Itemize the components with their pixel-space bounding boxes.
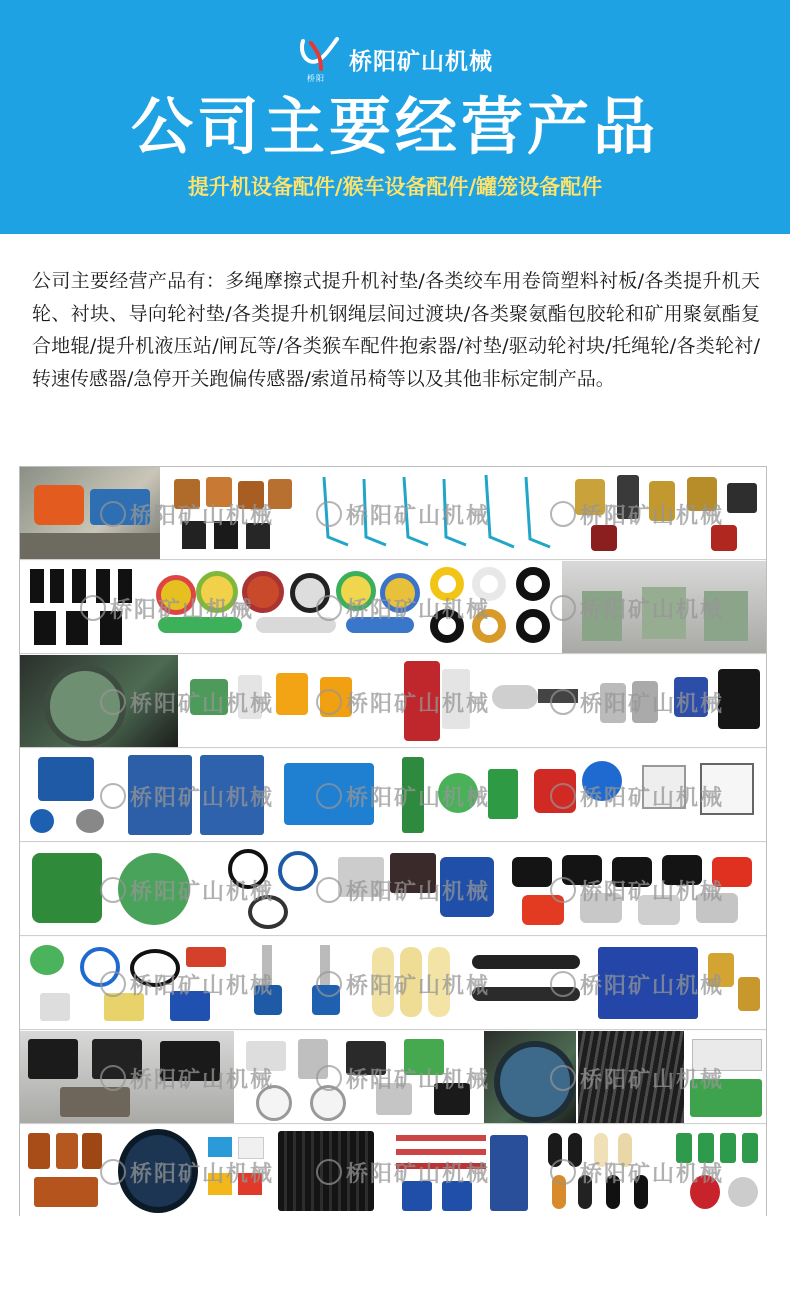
deviation-sensors-photo [628, 749, 766, 841]
brown-friction-blocks-photo [20, 1125, 110, 1217]
speed-sensors-photo [180, 655, 386, 747]
black-cabinet-photo [274, 1125, 384, 1217]
hoist-and-chairlift-row [20, 467, 766, 560]
switch-and-hydraulic-row [20, 937, 766, 1030]
controller-and-motor-photo [330, 843, 500, 935]
wheel-liner-row [20, 561, 766, 654]
watermark: 桥阳矿山机械 [316, 1065, 490, 1091]
alarm-devices-photo [526, 749, 626, 841]
hydraulic-brake-thruster-photo [386, 655, 480, 747]
brand-logo-icon [297, 35, 343, 83]
hydraulic-station-photo [588, 937, 766, 1029]
page-title: 公司主要经营产品 [130, 90, 659, 163]
control-panel-box-photo [272, 749, 392, 841]
ground-rollers-photo [466, 937, 586, 1029]
brand [0, 34, 790, 84]
polyurethane-rings-photo [422, 561, 560, 653]
cables-and-switches-photo [20, 937, 240, 1029]
control-box-row [20, 749, 766, 842]
watermark: 桥阳矿山机械 [550, 877, 724, 903]
hoist-motor-photo [20, 467, 160, 559]
green-liner-plates-photo [686, 1031, 766, 1123]
liner-blocks-photo [162, 467, 302, 559]
chairlift-chairs-photo [304, 467, 559, 559]
pulley-wheels-photo [148, 561, 420, 653]
watermark: 桥阳矿山机械 [550, 689, 724, 715]
watermark: 桥阳矿山机械 [100, 1159, 274, 1185]
watermark: 桥阳矿山机械 [100, 689, 274, 715]
block-and-clamp-row [20, 1125, 766, 1217]
green-drive-wheels-photo [20, 843, 216, 935]
pulley-and-liner-block-row [20, 843, 766, 936]
seal-rings-photo [218, 843, 328, 935]
watermark: 桥阳矿山机械 [100, 971, 274, 997]
rope-grip-clamps-photo [561, 467, 766, 559]
drive-pulley-and-blocks-photo [112, 1125, 272, 1217]
solenoid-valves-photo [20, 1031, 234, 1123]
hoist-brake-photo [20, 655, 178, 747]
watermark: 桥阳矿山机械 [550, 783, 724, 809]
watermark: 桥阳矿山机械 [550, 971, 724, 997]
watermark: 桥阳矿山机械 [316, 971, 490, 997]
cylinder-sensor-photo [482, 655, 592, 747]
limit-switches-photo [594, 655, 766, 747]
wire-rope-drum-photo [578, 1031, 684, 1123]
page-subtitle: 提升机设备配件/猴车设备配件/罐笼设备配件 [187, 175, 603, 199]
watermark: 桥阳矿山机械 [316, 689, 490, 715]
watermark: 桥阳矿山机械 [100, 783, 274, 809]
black-liner-pieces-photo [20, 561, 146, 653]
watermark: 桥阳矿山机械 [100, 877, 274, 903]
installed-wheel-assembly-photo [562, 561, 766, 653]
header-banner [0, 0, 790, 234]
product-description: 公司主要经营产品有：多绳摩擦式提升机衬垫/各类绞车用卷筒塑料衬板/各类提升机天轮、衬块、导向轮衬垫/各类提升机钢绳层间过渡块/各类聚氨酯包胶轮和矿用聚氨酯复合地辊/提升机液压站/闸瓦等/各类猴车配件抱索器/衬垫/驱动轮衬块/托绳轮/各类轮衬/转速传感器/急停开关跑偏传感器/索道吊椅等以及其他非标定制产品。 [32, 270, 760, 390]
brand-name: 桥阳矿山机械 [349, 48, 493, 75]
pins-and-bolts-photo [538, 1125, 668, 1217]
watermark: 桥阳矿山机械 [316, 1159, 490, 1185]
hoist-drum-photo [484, 1031, 576, 1123]
watermark: 桥阳矿山机械 [316, 877, 490, 903]
watermark: 桥阳矿山机械 [550, 1065, 724, 1091]
control-cabinets-photo [120, 749, 270, 841]
brake-and-sensor-row [20, 655, 766, 748]
watermark: 桥阳矿山机械 [316, 595, 490, 621]
watermark: 桥阳矿山机械 [550, 595, 724, 621]
watermark: 桥阳矿山机械 [100, 501, 274, 527]
red-liner-blocks-photo [502, 843, 766, 935]
watermark: 桥阳矿山机械 [100, 1065, 274, 1091]
watermark: 桥阳矿山机械 [316, 783, 490, 809]
gauges-and-switches-photo [236, 1031, 482, 1123]
brand-small-label: 桥阳 [307, 74, 325, 83]
watermark: 桥阳矿山机械 [550, 501, 724, 527]
watermark: 桥阳矿山机械 [80, 595, 254, 621]
valve-and-drum-row [20, 1031, 766, 1124]
watermark: 桥阳矿山机械 [550, 1159, 724, 1185]
watermark: 桥阳矿山机械 [316, 501, 490, 527]
emergency-stop-switches-photo [394, 749, 524, 841]
rollers-photo [364, 937, 464, 1029]
rods-and-clamps-photo [386, 1125, 536, 1217]
explosion-proof-box-photo [20, 749, 118, 841]
sensor-probes-photo [670, 1125, 766, 1217]
product-image-grid [19, 466, 767, 1216]
pressure-sensors-photo [242, 937, 362, 1029]
